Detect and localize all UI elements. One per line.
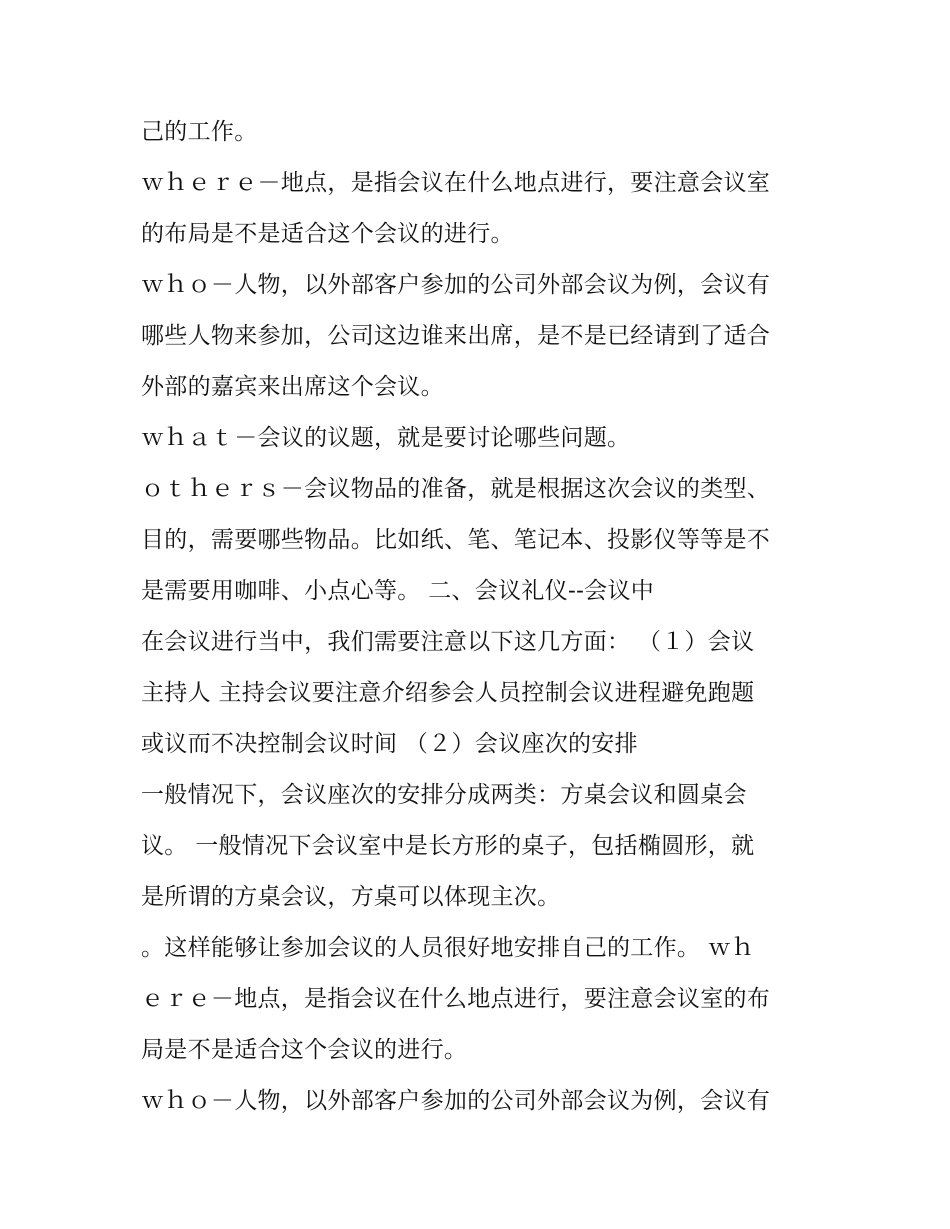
text-line: 。这样能够让参加会议的人员很好地安排自己的工作。 ｗｈ bbox=[141, 935, 755, 961]
text-line: 在会议进行当中，我们需要注意以下这几方面： （１）会议 bbox=[141, 629, 755, 655]
text-line: 是需要用咖啡、小点心等。 二、会议礼仪--会议中 bbox=[141, 578, 655, 604]
text-line: 主持人 主持会议要注意介绍参会人员控制会议进程避免跑题 bbox=[141, 680, 755, 706]
text-line: 目的，需要哪些物品。比如纸、笔、笔记本、投影仪等等是不 bbox=[141, 527, 771, 553]
body-text bbox=[141, 107, 821, 1127]
text-line: 局是不是适合这个会议的进行。 bbox=[141, 1037, 468, 1063]
text-line: ｗｈｏ－人物，以外部客户参加的公司外部会议为例，会议有 bbox=[141, 1088, 771, 1114]
text-line: ｗｈａｔ－会议的议题，就是要讨论哪些问题。 bbox=[141, 425, 631, 451]
text-line: 己的工作。 bbox=[141, 119, 258, 145]
text-line: 是所谓的方桌会议，方桌可以体现主次。 bbox=[141, 884, 561, 910]
text-line: 议。 一般情况下会议室中是长方形的桌子，包括椭圆形，就 bbox=[141, 833, 755, 859]
text-line: 一般情况下，会议座次的安排分成两类：方桌会议和圆桌会 bbox=[141, 782, 747, 808]
text-line: ｏｔｈｅｒｓ－会议物品的准备，就是根据这次会议的类型、 bbox=[141, 476, 771, 502]
text-line: ｗｈｏ－人物，以外部客户参加的公司外部会议为例，会议有 bbox=[141, 272, 771, 298]
text-line: 的布局是不是适合这个会议的进行。 bbox=[141, 221, 514, 247]
text-line: 外部的嘉宾来出席这个会议。 bbox=[141, 374, 444, 400]
text-line: 哪些人物来参加，公司这边谁来出席，是不是已经请到了适合 bbox=[141, 323, 771, 349]
text-line: ｅｒｅ－地点，是指会议在什么地点进行，要注意会议室的布 bbox=[141, 986, 771, 1012]
text-line: 或议而不决控制会议时间 （２）会议座次的安排 bbox=[141, 731, 638, 757]
text-line: ｗｈｅｒｅ－地点，是指会议在什么地点进行，要注意会议室 bbox=[141, 170, 771, 196]
